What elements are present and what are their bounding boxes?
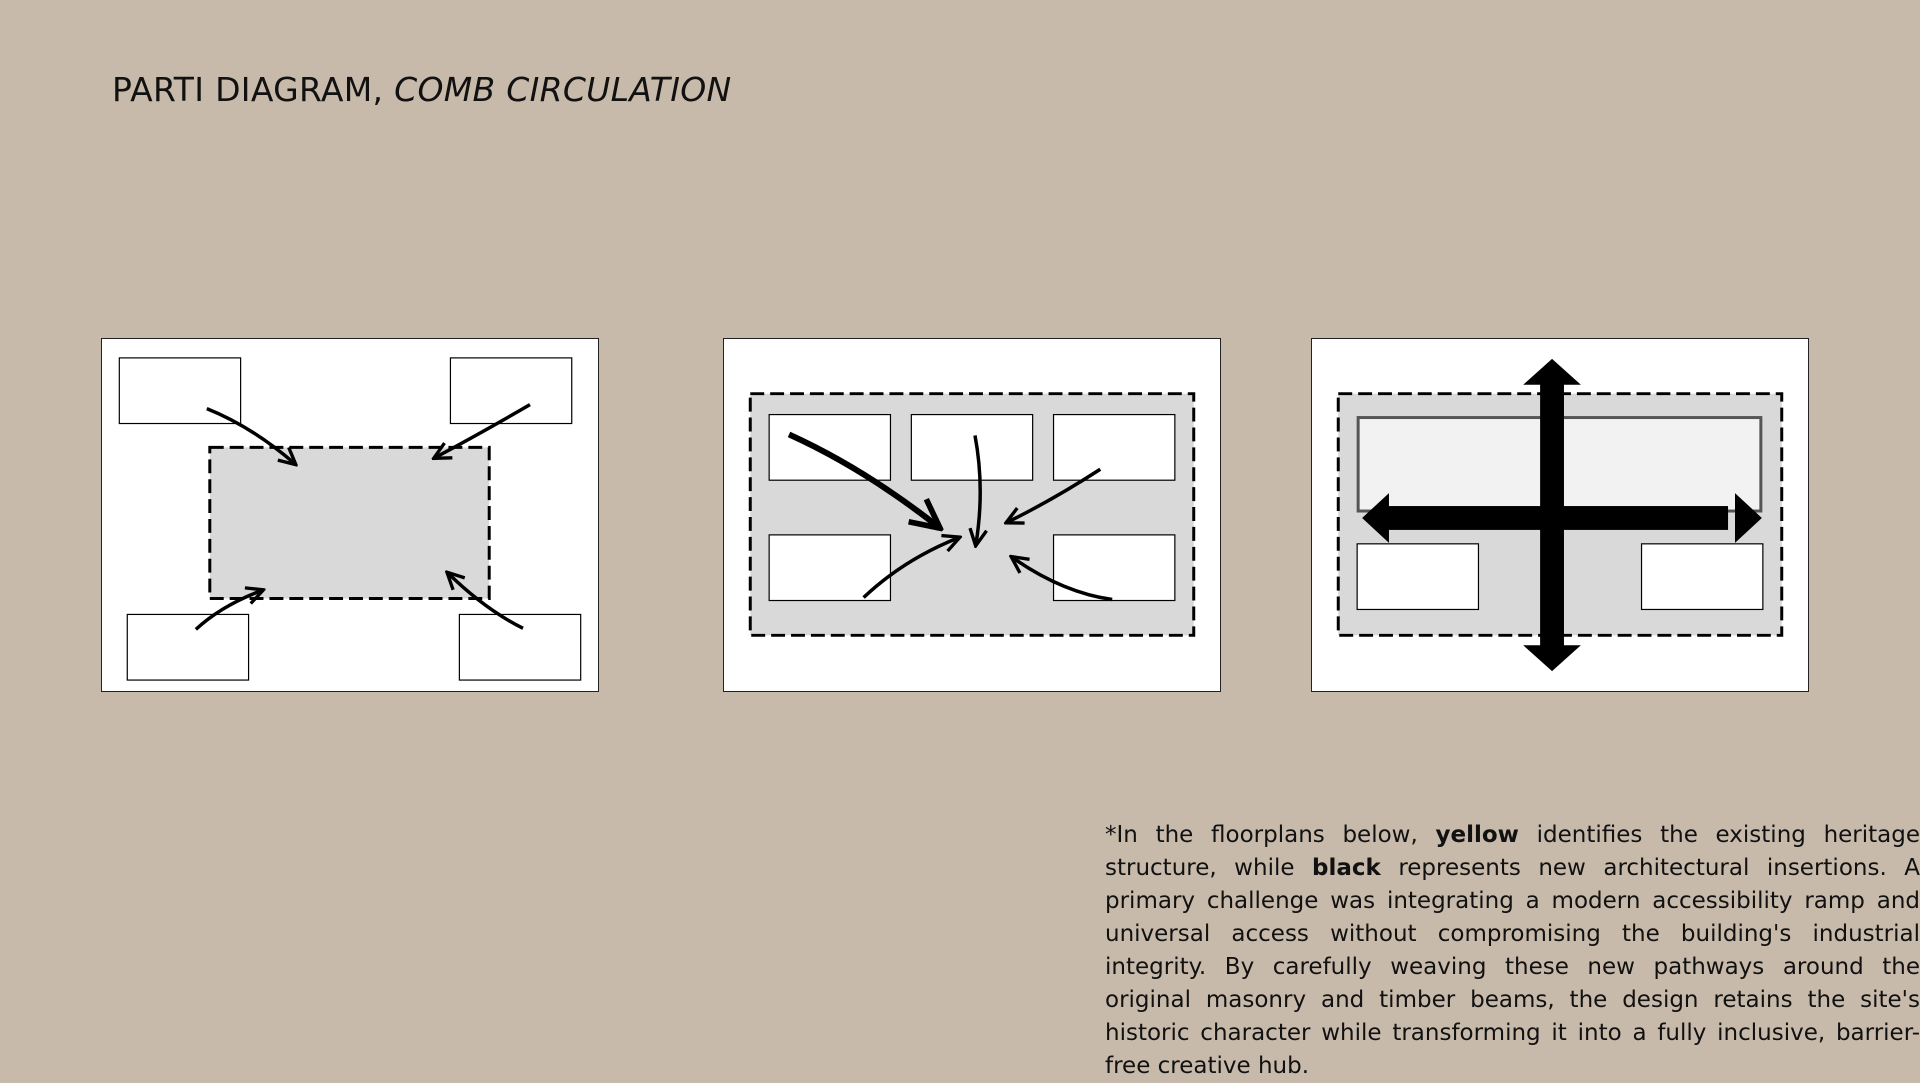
room-bottom-right: [1642, 544, 1763, 610]
room-bottom-right: [459, 614, 580, 680]
central-zone: [210, 447, 489, 598]
room-2: [911, 415, 1032, 481]
room-bottom-left: [127, 614, 248, 680]
diagram-2-graphic: [724, 339, 1220, 691]
note-part-2: identifies the existing heritage structure, while: [1105, 822, 1920, 881]
title-main: PARTI DIAGRAM,: [112, 70, 384, 109]
diagram-3-graphic: [1312, 339, 1808, 691]
room-3: [1054, 415, 1175, 481]
note-part-1: *In the floorplans below,: [1105, 822, 1418, 848]
room-bottom-left: [1357, 544, 1478, 610]
note-part-3: represents new architectural insertions. A primary challenge was integrating a modern accessibility ramp and universal access without compromising the building's industrial integrity. By carefully weaving these new pathways around the original masonry and timber beams, the design retains the site's historic character while transforming it into a fully inclusive, barrier-free creative hub.: [1105, 855, 1920, 1079]
title-italic: COMB CIRCULATION: [394, 70, 732, 109]
note-black: black: [1312, 855, 1381, 881]
note-yellow: yellow: [1435, 822, 1519, 848]
diagram-panel-2: [723, 338, 1221, 692]
diagram-panel-3: [1311, 338, 1809, 692]
diagram-panel-1: [101, 338, 599, 692]
description-text: [1105, 819, 1920, 1083]
page-title: [112, 70, 732, 109]
diagram-1-graphic: [102, 339, 598, 691]
room-1: [769, 415, 890, 481]
